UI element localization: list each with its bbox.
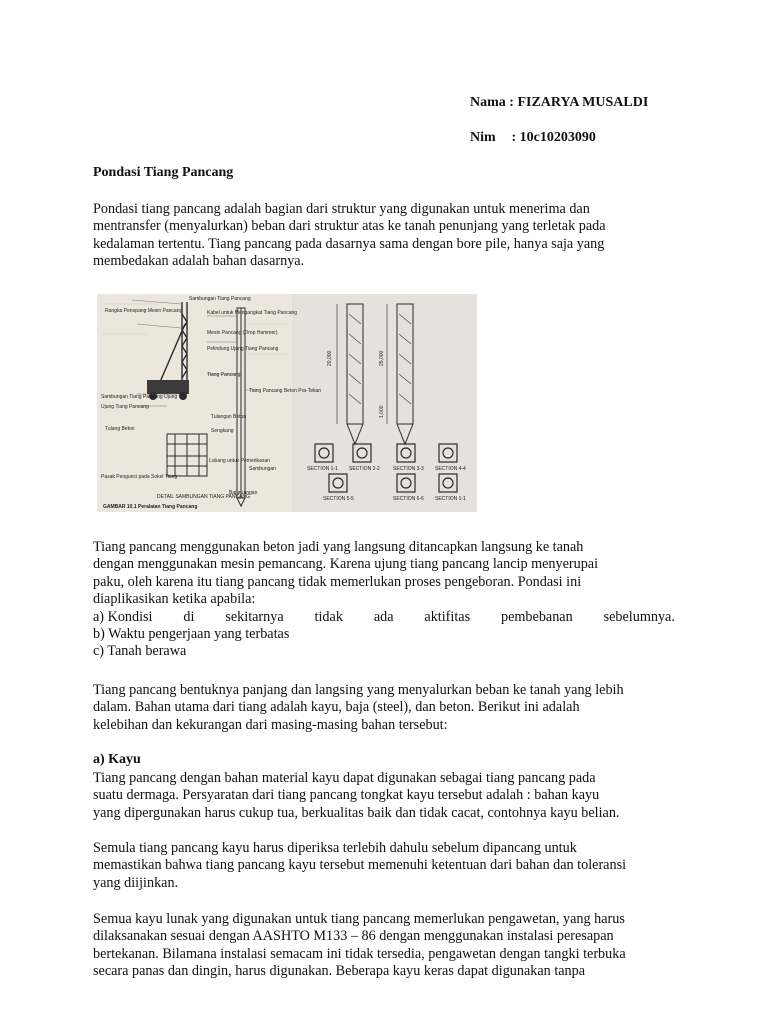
figure-number: GAMBAR 10.1 Peralatan Tiang Pancang <box>103 504 198 510</box>
name-value: : FIZARYA MUSALDI <box>509 95 649 110</box>
figure-label: Ujung Tiang Pancang <box>101 404 149 410</box>
text-line: Pondasi tiang pancang adalah bagian dari struktur yang digunakan untuk menerima dan <box>93 201 590 217</box>
figure-label: Kabel untuk Mengangkat Tiang Pancang <box>207 310 298 316</box>
figure-caption: DETAIL SAMBUNGAN TIANG PANCANG <box>157 494 250 500</box>
text-line: membedakan adalah bahan dasarnya. <box>93 253 305 270</box>
paragraph-kayu-3 <box>93 911 675 981</box>
text-line: Semua kayu lunak yang digunakan untuk tiang pancang memerlukan pengawetan, yang harus <box>93 911 625 927</box>
figure-label: Sambungan Tiang Pancang Ujung <box>101 394 178 400</box>
text-line: Tiang pancang bentuknya panjang dan langsing yang menyalurkan beban ke tanah yang lebih <box>93 682 624 698</box>
text-line: Tiang pancang dengan bahan material kayu dapat digunakan sebagai tiang pancang pada <box>93 770 596 786</box>
word: tidak <box>314 608 343 625</box>
text-line: bertekanan. Bilamana instalasi semacam ini tidak tersedia, pengawetan dengan tangki terbuka <box>93 945 626 962</box>
text-line: kelebihan dan kekurangan dari masing-masing bahan tersebut: <box>93 716 448 733</box>
text-line: dilaksanakan sesuai dengan AASHTO M133 – 86 dengan menggunakan instalasi peresapan <box>93 928 614 945</box>
text-line: yang diijinkan. <box>93 874 179 891</box>
section-label: SECTION 5-5 <box>323 496 354 502</box>
nim-value: : 10c10203090 <box>511 130 596 145</box>
text-line: Semula tiang pancang kayu harus diperiksa terlebih dahulu sebelum dipancang untuk <box>93 840 577 856</box>
text-line: yang dipergunakan harus cukup tua, berkualitas baik dan tidak cacat, contohnya kayu belian. <box>93 804 620 821</box>
section-label: SECTION 1-1 <box>435 496 466 502</box>
figure-label: Tiang Pancang Beton Pra-Tekan <box>249 388 322 394</box>
figure-illustration <box>97 294 477 512</box>
word: aktifitas <box>424 608 471 625</box>
word: di <box>183 608 195 625</box>
figure-label: Tulangan Beton <box>211 414 247 420</box>
list-item-c: c) Tanah berawa <box>93 643 187 660</box>
paragraph-kayu-2 <box>93 840 675 892</box>
section-label: SECTION 2-2 <box>349 466 380 472</box>
text-line: Tiang pancang menggunakan beton jadi yang langsung ditancapkan langsung ke tanah <box>93 539 584 555</box>
text-line: mentransfer (menyalurkan) beban dari struktur atas ke tanah penunjang yang terletak pada <box>93 218 606 235</box>
figure-label: Bajuruangan <box>229 490 258 496</box>
pile-foundation-figure <box>97 294 477 512</box>
word: sebelumnya. <box>603 608 675 625</box>
word: ada <box>373 608 394 625</box>
figure-label: Sambungan <box>249 466 276 472</box>
paragraph-pile-method <box>93 539 675 661</box>
text-line: dalam. Bahan utama dari tiang adalah kayu, baja (steel), dan beton. Berikut ini adalah <box>93 699 580 716</box>
section-label: SECTION 3-3 <box>393 466 424 472</box>
nim-label: Nim <box>470 130 496 145</box>
word: pembebanan <box>501 608 573 625</box>
figure-label: Tiang Pancang <box>207 372 241 378</box>
figure-label: Tulang Beton <box>105 426 135 432</box>
list-item-a <box>93 609 675 626</box>
text-line: diaplikasikan ketika apabila: <box>93 591 256 608</box>
text-line: dengan menggunakan mesin pemancang. Karena ujung tiang pancang lancip menyerupai <box>93 556 599 573</box>
figure-label: Sambungan Tiang Pancang <box>189 296 251 302</box>
list-item-b: b) Waktu pengerjaan yang terbatas <box>93 626 290 643</box>
figure-label: Pelindung Ujung Tiang Pancang <box>207 346 279 352</box>
section-label: SECTION 1-1 <box>307 466 338 472</box>
figure-dimension: 1,000 <box>379 405 385 418</box>
crane-body <box>147 380 189 394</box>
text-line: suatu dermaga. Persyaratan dari tiang pancang tongkat kayu tersebut adalah : bahan kayu <box>93 787 600 804</box>
section-label: SECTION 6-6 <box>393 496 424 502</box>
section-heading-kayu: a) Kayu <box>93 752 141 767</box>
figure-dimension: 20,000 <box>327 350 333 366</box>
student-id <box>470 130 596 146</box>
text-line: kedalaman tertentu. Tiang pancang pada dasarnya sama dengan bore pile, hanya saja yang <box>93 235 605 252</box>
text-line: secara panas dan dingin, harus digunakan. Beberapa kayu keras dapat digunakan tanpa <box>93 963 586 980</box>
word: a) Kondisi <box>93 608 153 625</box>
figure-dimension: 25,000 <box>379 350 385 366</box>
figure-label: Pasak Pengunci pada Sokel Tiang <box>101 474 178 480</box>
paragraph-materials <box>93 682 675 734</box>
figure-label: Sengkang <box>211 428 234 434</box>
section-label: SECTION 4-4 <box>435 466 466 472</box>
text-line: memastikan bahwa tiang pancang kayu tersebut memenuhi ketentuan dari bahan dan toleransi <box>93 857 627 874</box>
figure-label: Mesin Pancang (Drop Hammer) <box>207 330 278 336</box>
figure-label: Rangka Penopang Mesin Pancang <box>105 308 183 314</box>
name-label: Nama <box>470 95 506 110</box>
intro-paragraph <box>93 201 675 271</box>
text-line: paku, oleh karena itu tiang pancang tidak memerlukan proses pengeboran. Pondasi ini <box>93 573 582 590</box>
student-name <box>470 95 648 111</box>
figure-label: Lubang untuk Pemerikasan <box>209 458 270 464</box>
word: sekitarnya <box>225 608 284 625</box>
paragraph-kayu-1 <box>93 770 675 822</box>
document-title: Pondasi Tiang Pancang <box>93 165 234 180</box>
